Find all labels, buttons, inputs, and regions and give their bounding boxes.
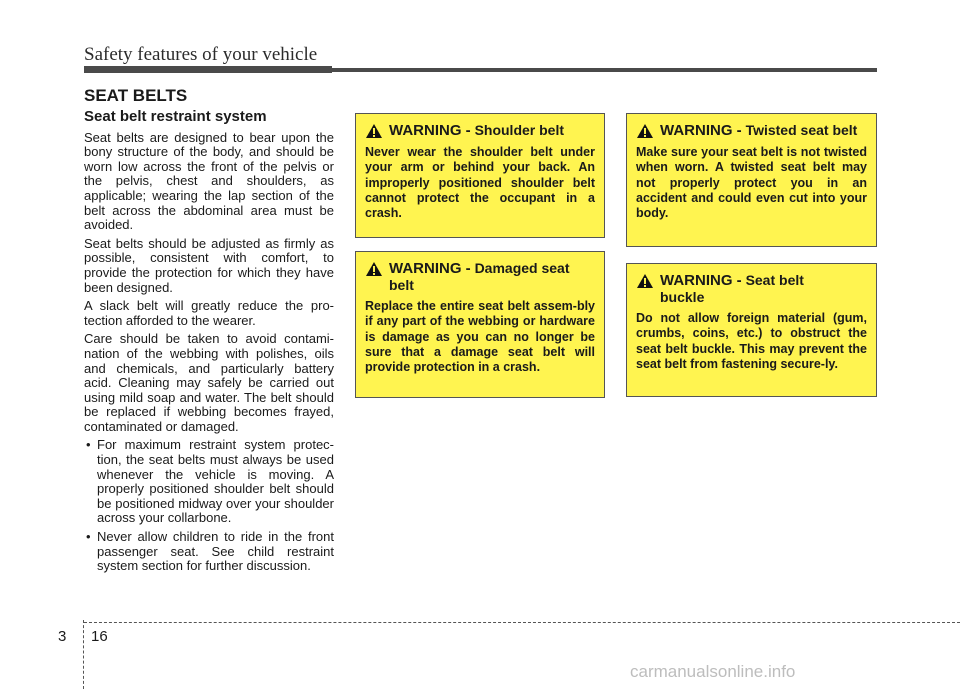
bullet-item: • For maximum restraint system protec-tion, the seat belts must always be used whenever the vehicle is moving. A properly positioned shoulder belt should be positioned midway over your shoulder across your collarbone. [84, 438, 334, 526]
warning-body: Replace the entire seat belt assem-bly if any part of the webbing or hardware is damage as you can no longer be sure that a damage seat belt will provide protection in a crash. [365, 299, 595, 375]
warning-keyword: WARNING - [389, 122, 471, 139]
header-rule-accent [84, 66, 332, 73]
running-header: Safety features of your vehicle [84, 44, 318, 65]
footer-rule [84, 622, 960, 623]
paragraph: Seat belts should be adjusted as firmly as possible, consistent with comfort, to provide the protection for which they have been designed. [84, 235, 334, 295]
warning-triangle-icon [365, 261, 383, 277]
warning-triangle-icon [365, 123, 383, 139]
chapter-number: 3 [58, 628, 67, 645]
paragraph: A slack belt will greatly reduce the pro-tection afforded to the wearer. [84, 298, 334, 328]
warning-triangle-icon [636, 123, 654, 139]
bullet-item: • Never allow children to ride in the front passenger seat. See child restraint system section for further discussion. [84, 530, 334, 574]
warning-subject: Damaged seat belt [389, 260, 570, 293]
page-number: 16 [91, 628, 108, 645]
warning-body: Do not allow foreign material (gum, crumbs, coins, etc.) to obstruct the seat belt buckle. This may prevent the seat belt from fastening secure-ly. [636, 311, 867, 371]
section-title: SEAT BELTS [84, 86, 188, 105]
warning-subject: Seat belt buckle [660, 272, 804, 305]
warning-keyword: WARNING - [389, 260, 471, 277]
footer-divider [83, 620, 85, 689]
warning-body: Make sure your seat belt is not twisted when worn. A twisted seat belt may not properly protect you in an accident and could even cut into your body. [636, 145, 867, 221]
warning-keyword: WARNING - [660, 272, 742, 289]
warning-title [389, 260, 579, 293]
bullet-list [84, 438, 334, 573]
watermark: carmanualsonline.info [630, 662, 796, 681]
subsection-title: Seat belt restraint system [84, 108, 267, 125]
warning-box-twisted-seat-belt [626, 113, 877, 247]
warning-box-damaged-seat-belt [355, 251, 605, 398]
warning-title [660, 272, 840, 305]
warning-box-seat-belt-buckle [626, 263, 877, 397]
warning-body: Never wear the shoulder belt under your arm or behind your back. An improperly positioned shoulder belt cannot protect the occupant in a crash. [365, 145, 595, 221]
paragraph: Seat belts are designed to bear upon the bony structure of the body, and should be worn low across the front of the pelvis or the pelvis, chest and shoulders, as applicable; wearing the lap section of the belt across the abdominal area must be avoided. [84, 129, 334, 233]
body-column [84, 110, 334, 578]
warning-title [660, 122, 860, 139]
warning-subject: Shoulder belt [474, 122, 565, 138]
warning-keyword: WARNING - [660, 122, 742, 139]
warning-title [389, 122, 564, 139]
warning-box-shoulder-belt [355, 113, 605, 238]
warning-triangle-icon [636, 273, 654, 289]
warning-subject: Twisted seat belt [745, 122, 858, 138]
paragraph: Care should be taken to avoid contami-nation of the webbing with polishes, oils and chemicals, and particularly battery acid. Cleaning may safely be carried out using mild soap and water. The belt should be replaced if webbing becomes frayed, contaminated or damaged. [84, 331, 334, 434]
